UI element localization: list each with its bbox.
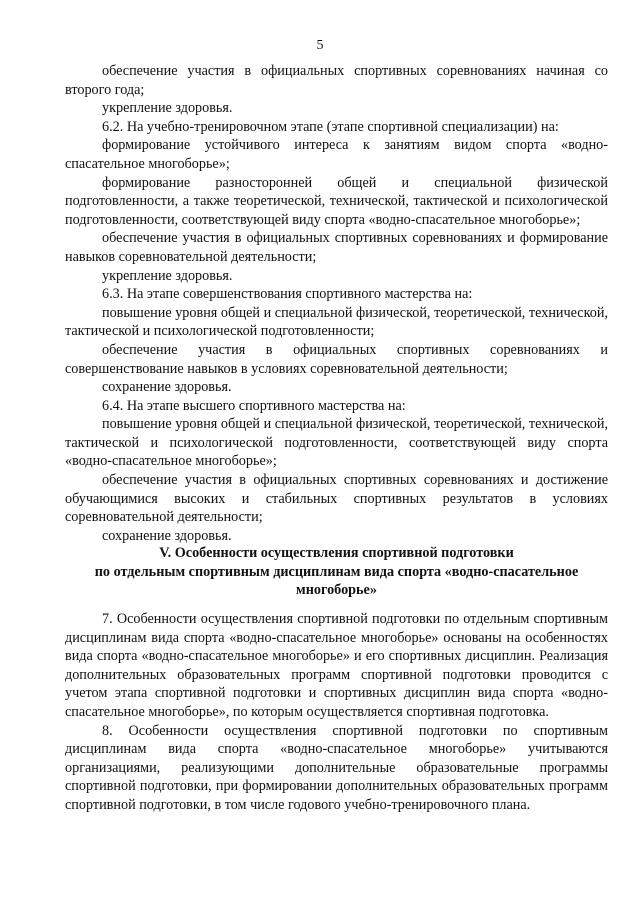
paragraph: повышение уровня общей и специальной физической, теоретической, технической, тактической и психологической подготовленности; [65,304,608,340]
paragraph: 7. Особенности осуществления спортивной подготовки по отдельным спортивным дисциплинам вида спорта «водно-спасательное многоборье» основаны на особенностях вида спорта «водно-спасательное многоборье» и его спортивных дисциплин. Реализация дополнительных образовательных программ спортивной подготовки проводится с учетом этапа спортивной подготовки и спортивных дисциплин вида спорта «водно-спасательное многоборье», по которым осуществляется спортивная подготовка. [65,611,608,720]
paragraph: 6.2. На учебно-тренировочном этапе (этапе спортивной специализации) на: [102,118,559,135]
paragraph: формирование устойчивого интереса к занятиям видом спорта «водно-спасательное многоборье»; [65,137,608,172]
paragraph: сохранение здоровья. [102,527,232,544]
page-number: 5 [316,38,324,53]
section-heading-line: V. Особенности осуществления спортивной подготовки [159,545,514,561]
paragraph: обеспечение участия в официальных спортивных соревнованиях и совершенствование навыков в условиях соревновательной деятельности; [65,341,608,377]
goals-list [65,62,608,545]
paragraph: укрепление здоровья. [102,267,233,284]
section-heading-line: многоборье» [296,582,377,599]
paragraph: формирование разносторонней общей и специальной физической подготовленности, а также теоретической, технической, тактической и психологической подготовленности, соответствующей виду спорта «водно-спасательное многоборье»; [65,174,608,228]
paragraph: 6.4. На этапе высшего спортивного мастерства на: [102,397,406,414]
section-body [65,610,608,815]
paragraph: обеспечение участия в официальных спортивных соревнованиях начиная со второго года; [65,63,608,98]
paragraph: 6.3. На этапе совершенствования спортивного мастерства на: [102,286,473,303]
paragraph: обеспечение участия в официальных спортивных соревнованиях и достижение обучающимися высоких и стабильных спортивных результатов в условиях соревновательной деятельности; [65,472,608,526]
paragraph: сохранение здоровья. [102,379,232,396]
paragraph: обеспечение участия в официальных спортивных соревнованиях и формирование навыков соревновательной деятельности; [65,230,608,265]
section-heading [65,544,608,600]
paragraph: повышение уровня общей и специальной физической, теоретической, технической, тактической и психологической подготовленности, соответствующей виду спорта «водно-спасательное многоборье»; [65,416,608,470]
paragraph: 8. Особенности осуществления спортивной подготовки по спортивным дисциплинам вида спорта «водно-спасательное многоборье» учитываются организациями, реализующими дополнительные образовательные программы спортивной подготовки, при формировании дополнительных образовательных программ спортивной подготовки, в том числе годового учебно-тренировочного плана. [65,722,608,813]
paragraph: укрепление здоровья. [102,100,233,117]
section-heading-line: по отдельным спортивным дисциплинам вида спорта «водно-спасательное [94,563,579,580]
